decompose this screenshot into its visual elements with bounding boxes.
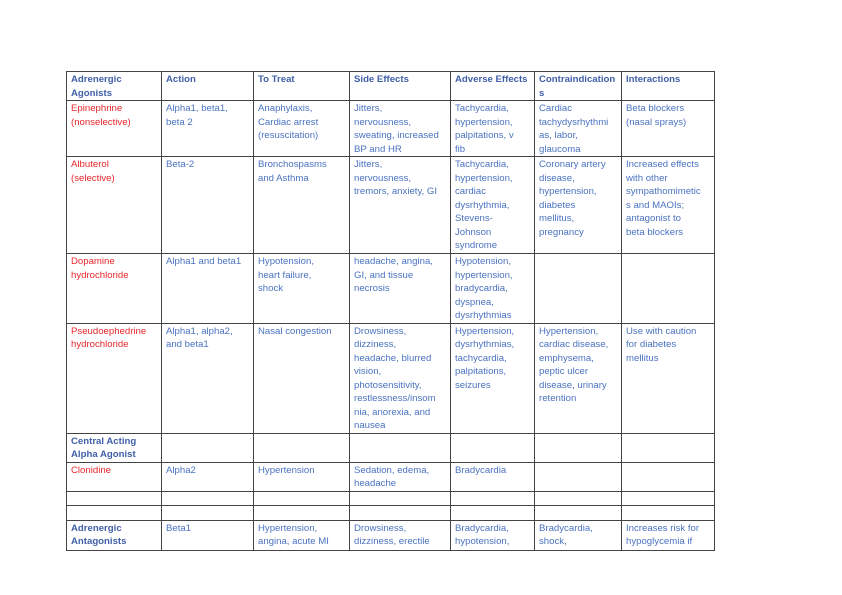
column-header: Action bbox=[162, 72, 254, 101]
table-cell: Bradycardia, hypotension, bbox=[451, 520, 535, 550]
table-cell: Sedation, edema, headache bbox=[350, 462, 451, 491]
table-cell: Nasal congestion bbox=[254, 323, 350, 433]
table-cell bbox=[535, 491, 622, 505]
table-cell bbox=[451, 505, 535, 520]
table-cell: Increased effects with other sympathomimetic s and MAOIs; antagonist to beta blockers bbox=[622, 157, 715, 254]
row-label: Albuterol (selective) bbox=[67, 157, 162, 254]
row-label: Clonidine bbox=[67, 462, 162, 491]
table-cell: Alpha1, alpha2, and beta1 bbox=[162, 323, 254, 433]
table-row bbox=[67, 323, 715, 433]
table-cell: Anaphylaxis, Cardiac arrest (resuscitation) bbox=[254, 101, 350, 157]
table-cell: Coronary artery disease, hypertension, diabetes mellitus, pregnancy bbox=[535, 157, 622, 254]
table-cell: Bradycardia, shock, bbox=[535, 520, 622, 550]
column-header: To Treat bbox=[254, 72, 350, 101]
table-cell: Cardiac tachydysrhythmi as, labor, glaucoma bbox=[535, 101, 622, 157]
table-cell bbox=[162, 505, 254, 520]
table-cell bbox=[451, 491, 535, 505]
table-row bbox=[67, 101, 715, 157]
column-header: Contraindication s bbox=[535, 72, 622, 101]
row-label: Dopamine hydrochloride bbox=[67, 254, 162, 324]
table-cell: Hypotension, hypertension, bradycardia, dyspnea, dysrhythmias bbox=[451, 254, 535, 324]
table-cell bbox=[350, 491, 451, 505]
table-cell: Hypertension, dysrhythmias, tachycardia, palpitations, seizures bbox=[451, 323, 535, 433]
table-cell: Drowsiness, dizziness, headache, blurred vision, photosensitivity, restlessness/insom nia, anorexia, and nausea bbox=[350, 323, 451, 433]
table-cell bbox=[535, 462, 622, 491]
row-label: Adrenergic Antagonists bbox=[67, 520, 162, 550]
table-cell: Alpha1, beta1, beta 2 bbox=[162, 101, 254, 157]
table-cell: Tachycardia, hypertension, palpitations, v fib bbox=[451, 101, 535, 157]
table-cell: Drowsiness, dizziness, erectile bbox=[350, 520, 451, 550]
table-cell: Bradycardia bbox=[451, 462, 535, 491]
table-cell bbox=[162, 491, 254, 505]
column-header: Adrenergic Agonists bbox=[67, 72, 162, 101]
table-cell bbox=[622, 462, 715, 491]
table-row bbox=[67, 254, 715, 324]
table-cell: Beta1 bbox=[162, 520, 254, 550]
table-row bbox=[67, 433, 715, 462]
table-cell: Bronchospasms and Asthma bbox=[254, 157, 350, 254]
table-cell: Use with caution for diabetes mellitus bbox=[622, 323, 715, 433]
row-label: Epinephrine (nonselective) bbox=[67, 101, 162, 157]
table-cell: Jitters, nervousness, tremors, anxiety, GI bbox=[350, 157, 451, 254]
drug-table bbox=[66, 71, 715, 551]
table-cell bbox=[535, 254, 622, 324]
table-row bbox=[67, 157, 715, 254]
row-label: Pseudoephedrine hydrochloride bbox=[67, 323, 162, 433]
table-cell bbox=[162, 433, 254, 462]
table-cell bbox=[622, 254, 715, 324]
table-cell bbox=[254, 433, 350, 462]
table-cell: Beta-2 bbox=[162, 157, 254, 254]
table-cell: Hypotension, heart failure, shock bbox=[254, 254, 350, 324]
table-cell bbox=[535, 433, 622, 462]
table-cell: Beta blockers (nasal sprays) bbox=[622, 101, 715, 157]
table-cell: Alpha1 and beta1 bbox=[162, 254, 254, 324]
table-cell bbox=[622, 433, 715, 462]
table-cell: headache, angina, GI, and tissue necrosis bbox=[350, 254, 451, 324]
table-cell bbox=[622, 491, 715, 505]
header-row bbox=[67, 72, 715, 101]
row-label bbox=[67, 505, 162, 520]
table-cell bbox=[622, 505, 715, 520]
column-header: Side Effects bbox=[350, 72, 451, 101]
table-row bbox=[67, 491, 715, 505]
table-cell bbox=[350, 433, 451, 462]
row-label bbox=[67, 491, 162, 505]
table-cell: Alpha2 bbox=[162, 462, 254, 491]
table-cell: Jitters, nervousness, sweating, increased BP and HR bbox=[350, 101, 451, 157]
table-cell: Tachycardia, hypertension, cardiac dysrhythmia, Stevens- Johnson syndrome bbox=[451, 157, 535, 254]
table-row bbox=[67, 462, 715, 491]
row-label: Central Acting Alpha Agonist bbox=[67, 433, 162, 462]
table-cell bbox=[254, 491, 350, 505]
column-header: Adverse Effects bbox=[451, 72, 535, 101]
table-cell bbox=[535, 505, 622, 520]
table-row bbox=[67, 520, 715, 550]
table-cell: Hypertension, angina, acute MI bbox=[254, 520, 350, 550]
table-cell: Hypertension bbox=[254, 462, 350, 491]
table-cell: Increases risk for hypoglycemia if bbox=[622, 520, 715, 550]
column-header: Interactions bbox=[622, 72, 715, 101]
table-cell bbox=[350, 505, 451, 520]
table-cell bbox=[254, 505, 350, 520]
table-cell bbox=[451, 433, 535, 462]
table-cell: Hypertension, cardiac disease, emphysema, peptic ulcer disease, urinary retention bbox=[535, 323, 622, 433]
table-row bbox=[67, 505, 715, 520]
